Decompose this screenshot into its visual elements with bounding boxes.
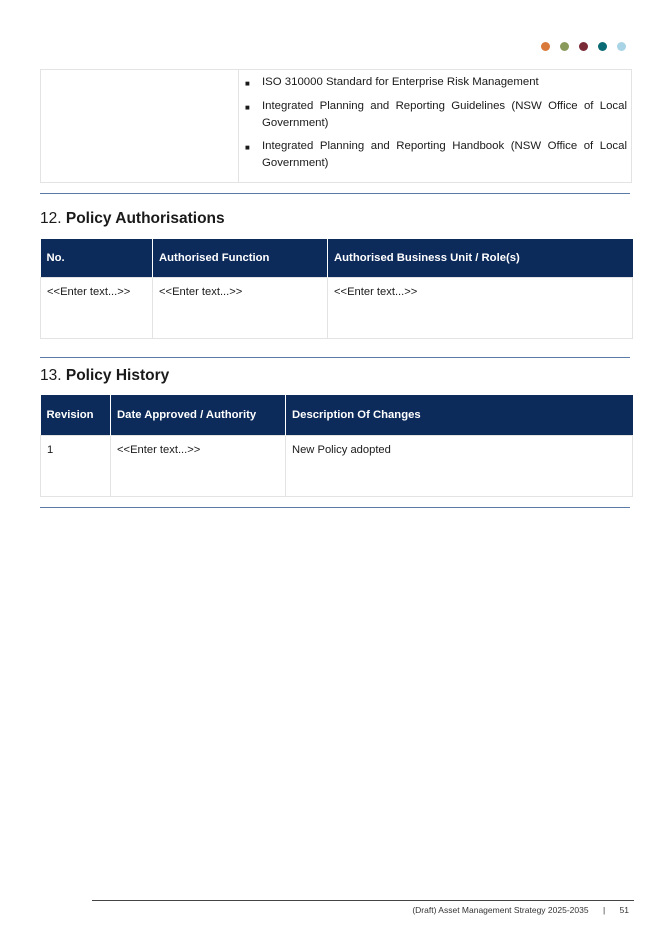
table-cell[interactable]: <<Enter text...>> — [111, 435, 286, 496]
references-list — [239, 70, 631, 182]
list-item: ■ Integrated Planning and Reporting Guidelines (NSW Office of Local Government) — [245, 98, 627, 132]
history-table — [40, 395, 633, 497]
column-header: Revision — [41, 395, 111, 435]
column-header: Authorised Business Unit / Role(s) — [328, 239, 633, 277]
footer-document-title: (Draft) Asset Management Strategy 2025-2035 — [412, 905, 589, 915]
table-row — [41, 277, 633, 338]
decorative-dots — [541, 42, 626, 51]
table-cell[interactable]: <<Enter text...>> — [41, 277, 153, 338]
list-item: ■ Integrated Planning and Reporting Handbook (NSW Office of Local Government) — [245, 138, 627, 172]
column-header: Description Of Changes — [286, 395, 633, 435]
section-divider — [40, 357, 630, 358]
table-header-row — [41, 239, 633, 277]
authorisations-table — [40, 239, 633, 339]
olive-dot — [560, 42, 569, 51]
column-header: No. — [41, 239, 153, 277]
section-divider — [40, 507, 630, 508]
references-table — [40, 69, 632, 183]
table-header-row — [41, 395, 633, 435]
table-row — [41, 435, 633, 496]
table-cell[interactable]: 1 — [41, 435, 111, 496]
orange-dot — [541, 42, 550, 51]
maroon-dot — [579, 42, 588, 51]
square-bullet-icon: ■ — [245, 143, 250, 152]
table-cell[interactable]: New Policy adopted — [286, 435, 633, 496]
column-header: Date Approved / Authority — [111, 395, 286, 435]
square-bullet-icon: ■ — [245, 79, 250, 88]
section-heading-authorisations: 12. Policy Authorisations — [40, 210, 225, 227]
footer-rule — [92, 900, 634, 901]
teal-dot — [598, 42, 607, 51]
page-footer — [412, 905, 629, 915]
square-bullet-icon: ■ — [245, 103, 250, 112]
table-cell[interactable]: <<Enter text...>> — [328, 277, 633, 338]
footer-separator: | — [602, 905, 606, 915]
page-number: 51 — [619, 905, 629, 915]
references-label-cell — [41, 70, 239, 182]
column-header: Authorised Function — [153, 239, 328, 277]
light-blue-dot — [617, 42, 626, 51]
list-item: ■ ISO 310000 Standard for Enterprise Risk Management — [245, 74, 627, 92]
table-cell[interactable]: <<Enter text...>> — [153, 277, 328, 338]
section-heading-history: 13. Policy History — [40, 367, 170, 384]
section-divider — [40, 193, 630, 194]
